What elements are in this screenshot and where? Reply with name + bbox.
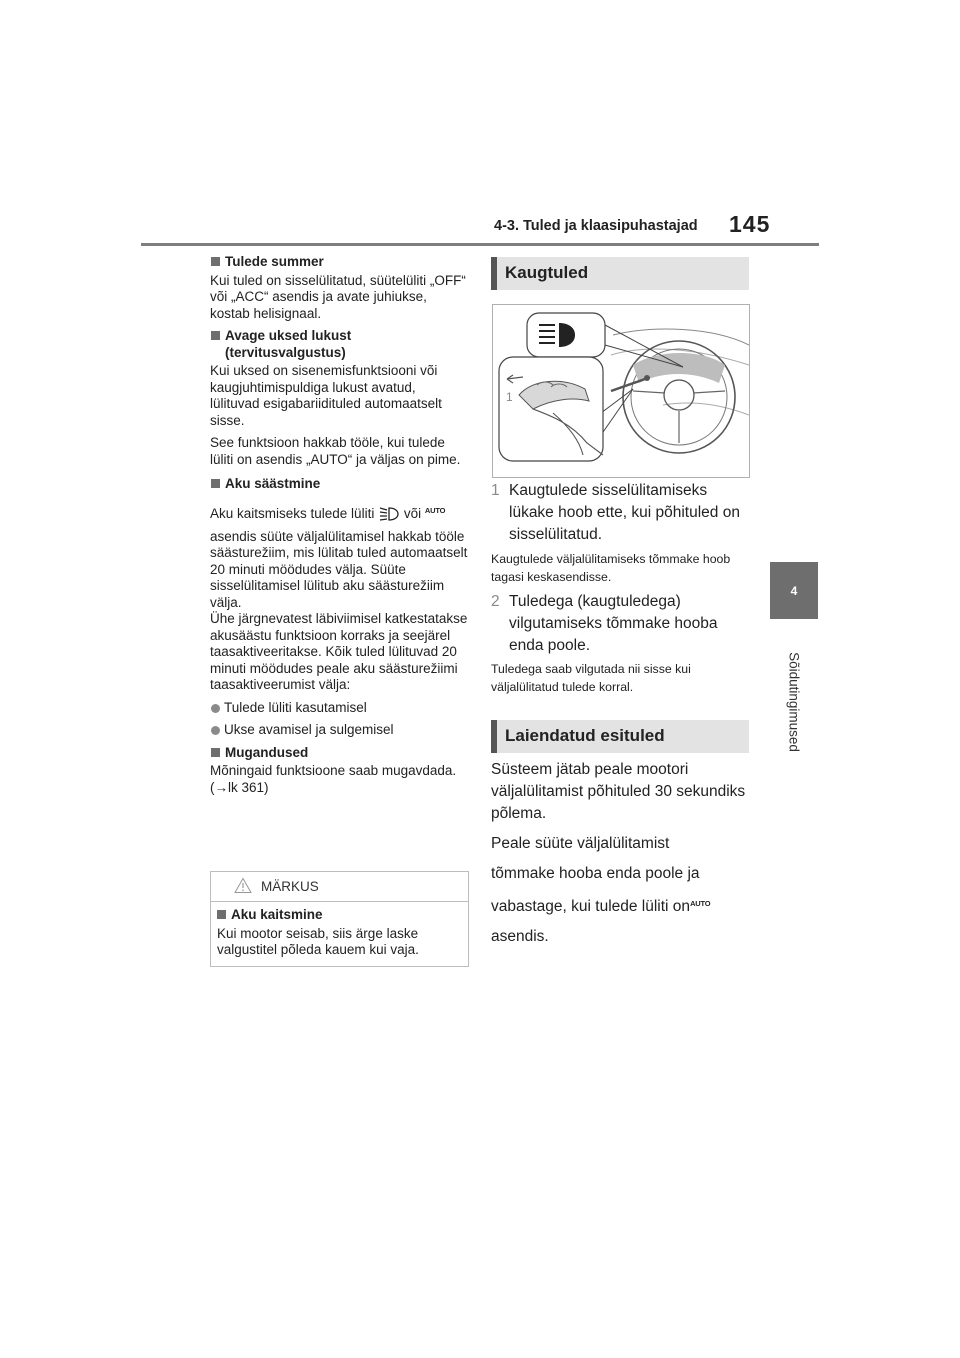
step-2 — [491, 591, 749, 657]
section-title: Kaugtuled — [505, 263, 589, 282]
square-bullet-icon — [211, 479, 220, 488]
chapter-label — [782, 632, 806, 772]
heading-tulede-summer: Tulede summer — [210, 254, 468, 271]
steering-wheel-illustration — [493, 305, 749, 477]
step-2-note: Tuledega saab vilgutada nii sisse kui väljalülitatud tulede korral. — [491, 662, 691, 694]
auto-icon: AUTO — [424, 505, 446, 515]
note-text: Kui mootor seisab, siis ärge laske valgustitel põleda kauem kui vaja. — [217, 926, 419, 957]
step-1-note: Kaugtulede väljalülitamiseks tõmmake hoob tagasi keskasendisse. — [491, 552, 731, 584]
auto-icon: AUTO — [690, 899, 711, 908]
parking-light-icon — [378, 505, 400, 523]
heading-aku-saastmine: Aku säästmine — [210, 476, 468, 493]
list-item: Tulede lüliti kasutamisel — [210, 700, 468, 717]
paragraph-aku-intro: Aku kaitsmiseks tulede lüliti või $^{AUTO}$ — [210, 503, 468, 523]
round-bullet-icon — [211, 704, 220, 713]
figure-callout-label: 1 — [506, 390, 513, 404]
paragraph-aku-2: Ühe järgnevatest läbiviimisel katkestatakse akusäästu funktsioon korraks ja seejärel taasaktiveeritakse. Kõik tuled lülituvad 20 minuti möödudes peale aku säästurežiimi taasaktiveerumist välja: — [210, 611, 468, 693]
page-number: 145 — [729, 211, 771, 237]
square-bullet-icon — [217, 910, 226, 919]
square-bullet-icon — [211, 257, 220, 266]
paragraph-avage-uksed-1: Kui uksed on sisenemisfunktsiooni või kaugjuhtimispuldiga lukust avatud, lülituvad esigabariidituled automaatselt sisse. — [210, 363, 442, 428]
note-box — [210, 871, 469, 967]
paragraph-laiendatud-1: Süsteem jätab peale mootori väljalülitamist põhituled 30 sekundiks põlema. — [491, 761, 746, 822]
paragraph-tulede-summer: Kui tuled on sisselülitatud, süütelüliti „OFF“ või „ACC“ asendis ja avate juhiukse, kostab helisignaal. — [210, 272, 466, 321]
headlight-lever-figure — [492, 304, 750, 478]
step-1 — [491, 480, 749, 546]
note-heading: Aku kaitsmine — [217, 907, 463, 923]
square-bullet-icon — [211, 748, 220, 757]
round-bullet-icon — [211, 726, 220, 735]
paragraph-mugandused: Mõningaid funktsioone saab mugavdada. (→lk 361) — [210, 763, 457, 795]
chapter-title: Sõidutingimused — [786, 652, 802, 752]
chapter-tab: 4 — [770, 562, 818, 619]
note-title: MÄRKUS — [261, 879, 319, 894]
square-bullet-icon — [211, 331, 220, 340]
list-item: Ukse avamisel ja sulgemisel — [210, 722, 468, 739]
section-title: Laiendatud esituled — [505, 726, 665, 745]
heading-avage-uksed: Avage uksed lukust (tervitusvalgustus) — [210, 328, 468, 361]
header-divider — [141, 243, 819, 246]
paragraph-avage-uksed-2: See funktsioon hakkab tööle, kui tulede lüliti on asendis „AUTO“ ja väljas on pime. — [210, 435, 461, 467]
note-header — [211, 872, 468, 902]
note-body — [211, 902, 468, 958]
heading-mugandused: Mugandused — [210, 745, 468, 762]
section-kaugtuled — [491, 257, 749, 290]
step-number: 2 — [491, 593, 500, 610]
warning-triangle-icon — [234, 877, 252, 894]
left-column — [210, 254, 468, 802]
paragraph-laiendatud-2: Peale süüte väljalülitamist tõmmake hooba enda poole ja vabastage, kui tulede lüliti $on^{AUTO}$ asendis. — [491, 835, 711, 945]
step-text: Kaugtulede sisselülitamiseks lükake hoob ette, kui põhituled on sisselülitatud. — [509, 482, 740, 543]
paragraph-aku-1: asendis süüte väljalülitamisel hakkab tööle säästurežiim, mis lülitab tuled automaatselt 20 minuti möödudes välja. Süüte sisselülitamisel lülitub aku säästurežiim välja. — [210, 528, 468, 610]
step-number: 1 — [491, 482, 500, 499]
step-text: Tuledega (kaugtuledega) vilgutamiseks tõmmake hooba enda poole. — [509, 593, 718, 654]
section-header: 4-3. Tuled ja klaasipuhastajad — [494, 218, 698, 234]
section-laiendatud-esituled — [491, 720, 749, 753]
